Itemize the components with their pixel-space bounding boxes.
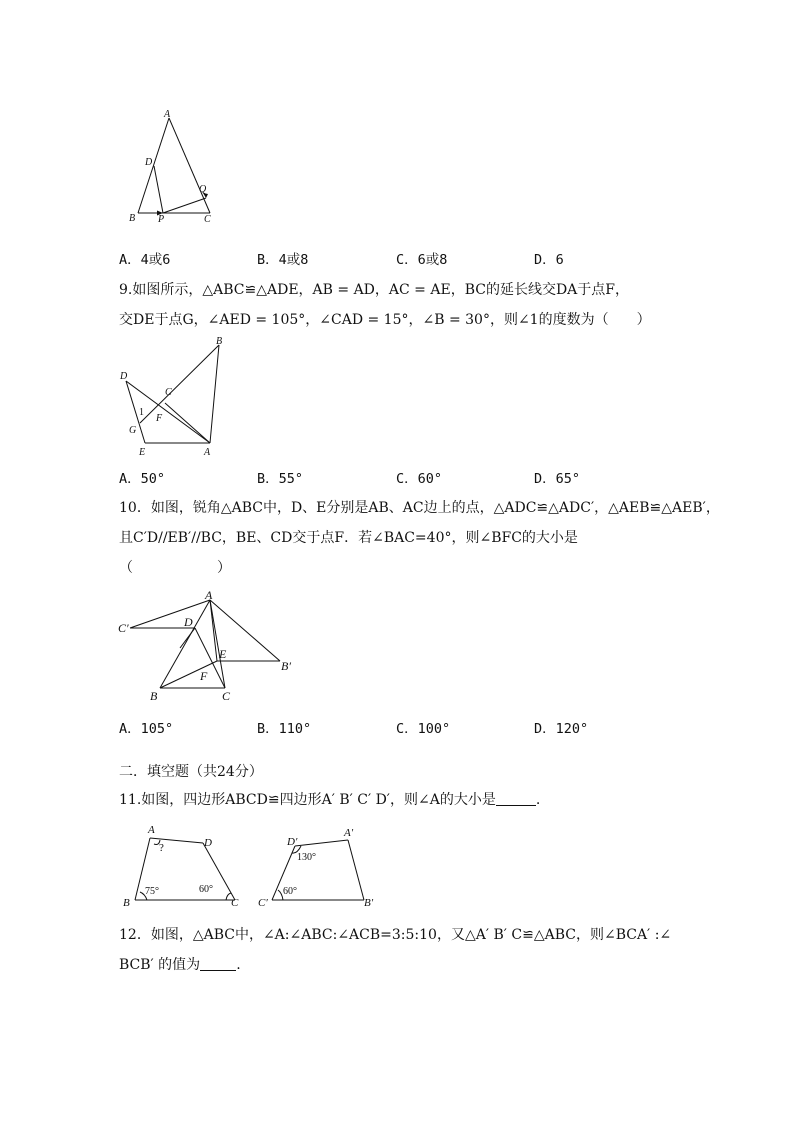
q10-label-e: E — [219, 647, 227, 661]
q8-option-b[interactable]: B．4或8 — [257, 252, 309, 268]
q8-option-d[interactable]: D．6 — [534, 252, 564, 268]
q11-figure — [115, 818, 395, 913]
q11-answer-blank[interactable] — [496, 791, 536, 806]
q11-label-d: D — [204, 837, 212, 849]
q10-label-d: D — [184, 615, 193, 629]
q10-option-b[interactable]: B．110° — [257, 721, 312, 737]
q10-label-cprime: C′ — [118, 621, 129, 635]
q11-label-cprime: C′ — [258, 897, 268, 909]
q9-figure — [115, 333, 235, 458]
q8-option-c[interactable]: C．6或8 — [396, 252, 448, 268]
q11-label-bprime: B′ — [364, 897, 374, 909]
q8-label-b: B — [129, 213, 136, 224]
q9-label-e: E — [139, 447, 146, 458]
q9-option-c[interactable]: C．60° — [396, 471, 443, 487]
q10-label-a: A — [205, 588, 213, 602]
q12-stem-end: . — [236, 957, 241, 973]
q11-label-130: 130° — [297, 852, 316, 863]
q9-option-a[interactable]: A．50° — [119, 471, 166, 487]
q10-label-c: C — [222, 689, 231, 703]
section-2-title: 二．填空题（共24分） — [119, 764, 263, 780]
q10-option-c[interactable]: C．100° — [396, 721, 451, 737]
q11-stem-text: 11.如图，四边形ABCD≌四边形A′ B′ C′ D′，则∠A的大小是 — [119, 792, 496, 808]
q12-stem-line1: 12．如图，△ABC中，∠A:∠ABC:∠ACB=3:5:10，又△A′ B′ C≌△ABC，则∠BCA′ :∠ — [119, 927, 672, 943]
q9-stem-line2: 交DE于点G，∠AED = 105°，∠CAD = 15°，∠B = 30°，则∠1的度数为（ ） — [119, 312, 651, 328]
q10-label-bprime: B′ — [281, 659, 291, 673]
q10-answer-paren: （ ） — [119, 560, 231, 576]
q9-label-b: B — [216, 336, 223, 347]
q10-figure — [115, 588, 305, 706]
q8-label-c: C — [204, 214, 211, 225]
q9-label-g: G — [129, 425, 137, 436]
q9-stem-line1: 9.如图所示，△ABC≌△ADE，AB = AD，AC = AE，BC的延长线交DA于点F， — [119, 282, 630, 298]
q9-label-a: A — [204, 447, 211, 458]
q12-stem-line2 — [119, 955, 241, 975]
q9-label-f: F — [156, 413, 163, 424]
q11-label-b: B — [123, 897, 130, 909]
q11-label-60: 60° — [199, 884, 213, 895]
q10-stem-line2: 且C′D//EB′//BC，BE、CD交于点F．若∠BAC=40°，则∠BFC的大小是 — [119, 530, 578, 546]
q8-label-p: P — [158, 214, 165, 225]
q11-stem-end: . — [535, 792, 541, 808]
q10-label-f: F — [200, 669, 208, 683]
q9-option-d[interactable]: D．65° — [534, 471, 581, 487]
q11-label-75: 75° — [145, 886, 159, 897]
q10-stem-line1: 10．如图，锐角△ABC中，D、E分别是AB、AC边上的点，△ADC≌△ADC′，△AEB≌△AEB′， — [119, 500, 720, 516]
q11-label-dprime: D′ — [287, 836, 298, 848]
q11-label-c: C — [231, 897, 239, 909]
q12-stem-line2-text: BCB′ 的值为 — [119, 957, 201, 973]
q8-label-q: Q — [199, 184, 207, 195]
q8-label-a: A — [164, 109, 171, 120]
q8-option-a[interactable]: A．4或6 — [119, 252, 171, 268]
q9-label-1: 1 — [139, 407, 144, 418]
q9-label-c: C — [165, 387, 172, 398]
q11-label-question: ? — [159, 842, 164, 854]
q8-label-d: D — [145, 157, 153, 168]
q11-label-60b: 60° — [283, 886, 297, 897]
q11-label-aprime: A′ — [344, 827, 354, 839]
q11-label-a: A — [148, 824, 155, 836]
q9-label-d: D — [120, 371, 128, 382]
q10-label-b: B — [150, 689, 158, 703]
q9-option-b[interactable]: B．55° — [257, 471, 304, 487]
q8-figure — [120, 100, 230, 230]
q11-stem — [119, 790, 540, 810]
q10-option-d[interactable]: D．120° — [534, 721, 589, 737]
q10-option-a[interactable]: A．105° — [119, 721, 174, 737]
q12-answer-blank[interactable] — [200, 956, 236, 971]
